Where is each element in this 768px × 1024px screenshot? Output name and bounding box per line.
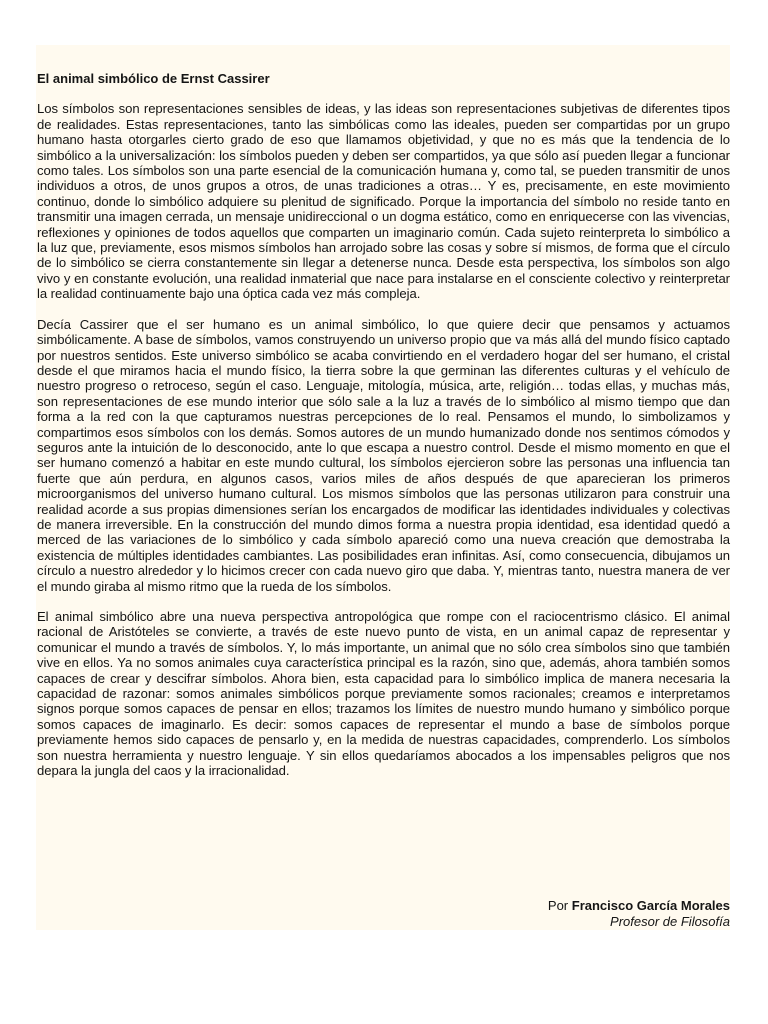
document-title: El animal simbólico de Ernst Cassirer — [37, 71, 270, 86]
paragraph-1: Los símbolos son representaciones sensibles de ideas, y las ideas son representaciones subjetivas de diferentes tipos de realidades. Estas representaciones, tanto las simbólicas como las ideales, pueden ser compartidas por un grupo humano hasta otorgarles cierto grado de eso que llamamos objetividad, y que no es más que la tendencia de lo simbólico a la universalización: los símbolos pueden y deben ser compartidos, ya que sólo así pueden llegar a funcionar como tales. Los símbolos son una parte esencial de la comunicación humana y, como tal, se pueden transmitir de unos individuos a otros, de unos grupos a otros, de unas tradiciones a otras… Y es, precisamente, en este movimiento continuo, donde lo simbólico adquiere su plenitud de significado. Porque la importancia del símbolo no reside tanto en transmitir una imagen cerrada, un mensaje unidireccional o un dogma estático, como en enriquecerse con las vivencias, reflexiones y opiniones de todos aquellos que comparten un imaginario común. Cada sujeto reinterpreta lo simbólico a la luz que, previamente, esos mismos símbolos han arrojado sobre las cosas y sobre sí mismos, de forma que el círculo de lo simbólico se cierra constantemente sin llegar a detenerse nunca. Desde esta perspectiva, los símbolos son algo vivo y en constante evolución, una realidad inmaterial que nace para instalarse en el consciente colectivo y reinterpretar la realidad continuamente bajo una óptica cada vez más compleja. — [37, 101, 730, 302]
signature-author-line — [548, 898, 730, 914]
paragraph-2: Decía Cassirer que el ser humano es un animal simbólico, lo que quiere decir que pensamos y actuamos simbólicamente. A base de símbolos, vamos construyendo un universo propio que va más allá del mundo físico captado por nuestros sentidos. Este universo simbólico se acaba convirtiendo en el verdadero hogar del ser humano, el cristal desde el que miramos hacia el mundo físico, la tierra sobre la que germinan las diferentes culturas y el vehículo de nuestro progreso o retroceso, según el caso. Lenguaje, mitología, música, arte, religión… todas ellas, y muchas más, son representaciones de ese mundo interior que sólo sale a la luz a través de lo simbólico al mismo tiempo que dan forma a la red con la que capturamos nuestras percepciones de lo real. Pensamos el mundo, lo simbolizamos y compartimos esos símbolos con los demás. Somos autores de un mundo humanizado donde nos sentimos cómodos y seguros ante la intuición de lo desconocido, ante lo que escapa a nuestro control. Desde el mismo momento en que el ser humano comenzó a habitar en este mundo cultural, los símbolos ejercieron sobre las personas una influencia tan fuerte que aún perdura, en algunos casos, varios miles de años después de que aparecieran los primeros microorganismos del universo humano cultural. Los mismos símbolos que las personas utilizaron para construir una realidad acorde a sus propias dimensiones serían los encargados de modificar las identidades individuales y colectivas de manera irreversible. En la construcción del mundo dimos forma a nuestra propia identidad, esa identidad quedó a merced de las variaciones de lo simbólico y cada símbolo apareció como una nueva creación que demostraba la existencia de múltiples identidades cambiantes. Las posibilidades eran infinitas. Así, como consecuencia, dibujamos un círculo a nuestro alrededor y lo hicimos crecer con cada nuevo giro que daba. Y, mientras tanto, nuestra manera de ver el mundo giraba al mismo ritmo que la rueda de los símbolos. — [37, 316, 730, 594]
signature-prefix: Por — [547, 898, 572, 913]
signature-author: Francisco García Morales — [571, 898, 730, 913]
signature-role: Profesor de Filosofía — [610, 914, 730, 929]
paragraph-3: El animal simbólico abre una nueva perspectiva antropológica que rompe con el raciocentrismo clásico. El animal racional de Aristóteles se convierte, a través de este nuevo punto de vista, en un animal capaz de representar y comunicar el mundo a través de símbolos. Y, lo más importante, un animal que no sólo crea símbolos sino que también vive en ellos. Ya no somos animales cuya característica principal es la razón, sino que, además, ahora también somos capaces de crear y descifrar símbolos. Ahora bien, esta capacidad para lo simbólico implica de manera necesaria la capacidad de razonar: somos animales simbólicos porque previamente somos racionales; creamos e interpretamos signos porque somos capaces de pensar en ellos; trazamos los límites de nuestro mundo humano y simbólico porque somos capaces de imaginarlo. Es decir: somos capaces de representar el mundo a base de símbolos porque previamente hemos sido capaces de pensarlo y, en la medida de nuestras capacidades, comprenderlo. Los símbolos son nuestra herramienta y nuestro lenguaje. Y sin ellos quedaríamos abocados a los impensables peligros que nos depara la jungla del caos y la irracionalidad. — [37, 609, 730, 779]
signature-block — [548, 898, 730, 930]
document-page — [36, 45, 730, 930]
